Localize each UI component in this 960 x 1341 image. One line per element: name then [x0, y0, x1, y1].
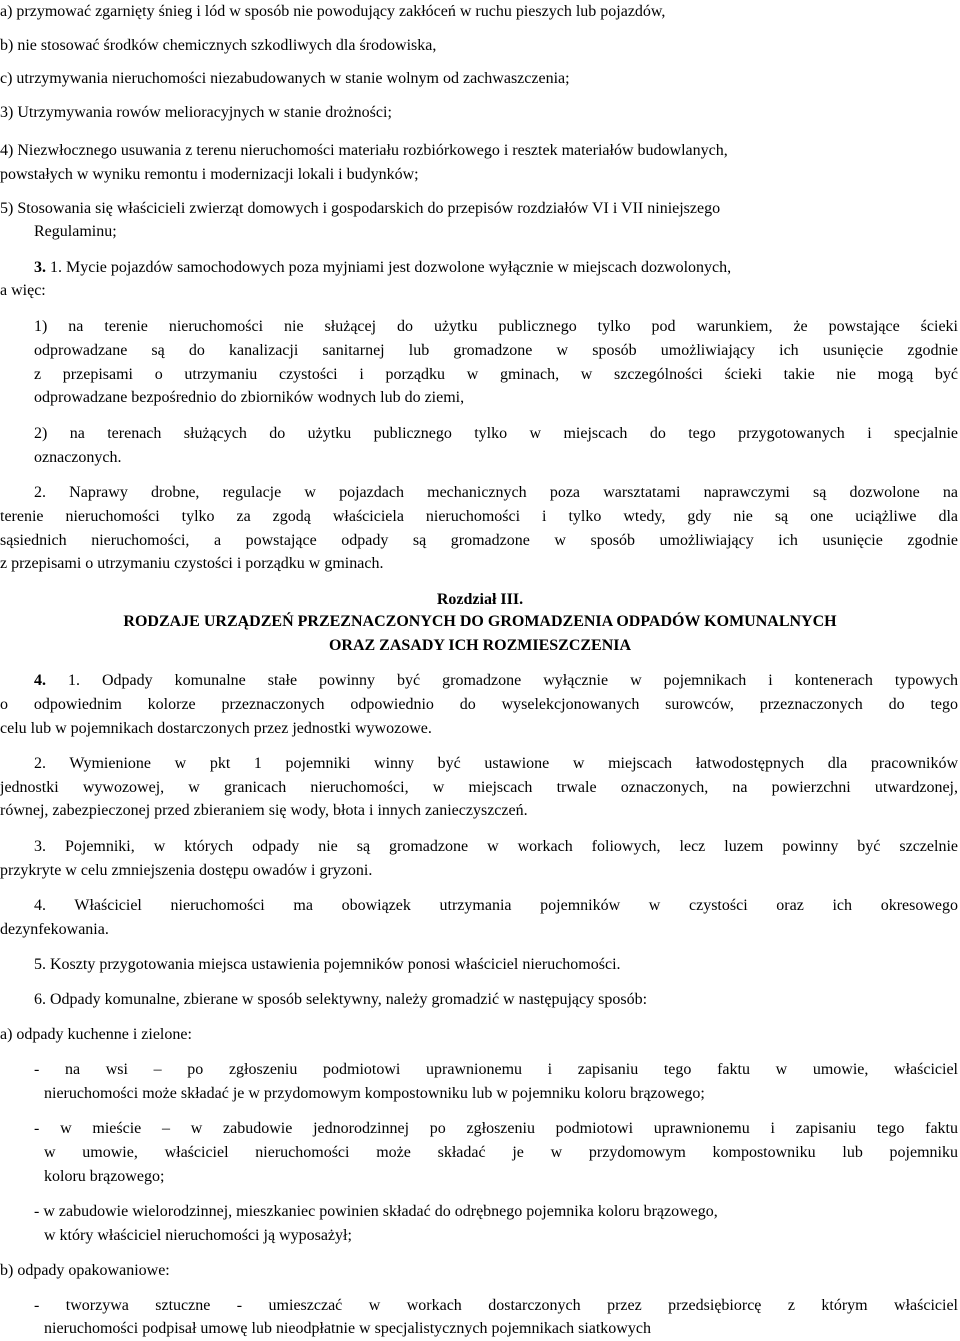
text-line: z przepisami o utrzymaniu czystości i porządku w gminach, w szczególności ścieki takie nie mogą być: [34, 366, 958, 383]
text-line: odprowadzane są do kanalizacji sanitarnej lub gromadzone w sposób umożliwiający ich usunięcie zgodnie: [34, 342, 958, 359]
text-line: 3. Pojemniki, w których odpady nie są gromadzone w workach foliowych, lecz luzem powinny być szczelnie: [34, 838, 958, 855]
text-line: 3) Utrzymywania rowów melioracyjnych w stanie drożności;: [0, 104, 392, 121]
text-line: dezynfekowania.: [0, 921, 109, 938]
text-line: nieruchomości może składać je w przydomowym kompostowniku lub w pojemniku koloru brązowego;: [44, 1085, 705, 1102]
text-line: b) nie stosować środków chemicznych szkodliwych dla środowiska,: [0, 37, 437, 54]
text-line: 4. Właściciel nieruchomości ma obowiązek utrzymania pojemników w czystości oraz ich okresowego: [34, 897, 958, 914]
text-line: 5. Koszty przygotowania miejsca ustawienia pojemników ponosi właściciel nieruchomości.: [34, 956, 621, 973]
text-line: 5) Stosowania się właścicieli zwierząt domowych i gospodarskich do przepisów rozdziałów VI i VII niniejszego: [0, 200, 721, 217]
text-line: przykryte w celu zmniejszenia dostępu owadów i gryzoni.: [0, 862, 373, 879]
text-line: terenie nieruchomości tylko za zgodą właściciela nieruchomości i tylko wtedy, gdy nie są one uciążliwe dla: [0, 508, 958, 525]
text-line: odprowadzane bezpośrednio do zbiorników wodnych lub do ziemi,: [34, 389, 465, 406]
chapter-title: Rozdział III.: [436, 591, 524, 608]
text-line: w który właściciel nieruchomości ją wyposażył;: [44, 1227, 352, 1244]
text-line: powstałych w wyniku remontu i modernizacji lokali i budynków;: [0, 166, 419, 183]
text-line: - tworzywa sztuczne - umieszczać w workach dostarczonych przez przedsiębiorcę z którym właściciel: [34, 1297, 958, 1314]
text-line: 2. Wymienione w pkt 1 pojemniki winny być ustawione w miejscach łatwodostępnych dla pracowników: [34, 755, 958, 772]
section-number: 4.: [34, 672, 68, 689]
text-line: Regulaminu;: [34, 223, 117, 240]
chapter-heading: ORAZ ZASADY ICH ROZMIESZCZENIA: [328, 637, 632, 654]
text-line: z przepisami o utrzymaniu czystości i porządku w gminach.: [0, 555, 384, 572]
paragraph-line: 4. 1. Odpady komunalne stałe powinny być gromadzone wyłącznie w pojemnikach i kontenerach typowych: [34, 672, 958, 689]
text-line: a) przymować zgarnięty śnieg i lód w sposób nie powodujący zakłóceń w ruchu pieszych lub pojazdów,: [0, 3, 666, 20]
text-line: a) odpady kuchenne i zielone:: [0, 1026, 192, 1043]
text-line: - w mieście – w zabudowie jednorodzinnej po zgłoszeniu podmiotowi uprawnionemu i zapisaniu tego faktu: [34, 1120, 958, 1137]
text-line: b) odpady opakowaniowe:: [0, 1262, 170, 1279]
text-line: 6. Odpady komunalne, zbierane w sposób selektywny, należy gromadzić w następujący sposób:: [34, 991, 648, 1008]
text-line: - na wsi – po zgłoszeniu podmiotowi uprawnionemu i zapisaniu tego faktu w umowie, właściciel: [34, 1061, 958, 1078]
text-line: jednostki wywozowej, w granicach nieruchomości, w miejscach trwale oznaczonych, na powierzchni utwardzonej,: [0, 779, 958, 796]
paragraph-line: 3. 1. Mycie pojazdów samochodowych poza myjniami jest dozwolone wyłącznie w miejscach dozwolonych,: [34, 259, 732, 276]
text-line: - w zabudowie wielorodzinnej, mieszkaniec powinien składać do odrębnego pojemnika koloru brązowego,: [34, 1203, 718, 1220]
text-line: 2) na terenach służących do użytku publicznego tylko w miejscach do tego przygotowanych i specjalnie: [34, 425, 958, 442]
text-line: oznaczonych.: [34, 449, 122, 466]
text-line: równej, zabezpieczonej przed zbieraniem się wody, błota i innych zanieczyszczeń.: [0, 802, 528, 819]
text-line: sąsiednich nieruchomości, a powstające odpady są gromadzone w sposób umożliwiający ich usunięcie zgodnie: [0, 532, 958, 549]
text-line: 2. Naprawy drobne, regulacje w pojazdach mechanicznych poza warsztatami naprawczymi są dozwolone na: [34, 484, 958, 501]
text-line: w umowie, właściciel nieruchomości może składać je w przydomowym kompostowniku lub pojemniku: [44, 1144, 958, 1161]
text-line: o odpowiednim kolorze przeznaczonych odpowiednio do wyselekcjonowanych surowców, przeznaczonych do tego: [0, 696, 958, 713]
chapter-heading: RODZAJE URZĄDZEŃ PRZEZNACZONYCH DO GROMADZENIA ODPADÓW KOMUNALNYCH: [123, 613, 837, 630]
text-line: nieruchomości podpisał umowę lub nieodpłatnie w specjalistycznych pojemnikach siatkowych: [44, 1320, 651, 1337]
text-line: koloru brązowego;: [44, 1168, 165, 1185]
section-number: 3.: [34, 259, 50, 276]
text-line: 1) na terenie nieruchomości nie służącej do użytku publicznego tylko pod warunkiem, że powstające ścieki: [34, 318, 958, 335]
text-line: c) utrzymywania nieruchomości niezabudowanych w stanie wolnym od zachwaszczenia;: [0, 70, 570, 87]
text-line: 4) Niezwłocznego usuwania z terenu nieruchomości materiału rozbiórkowego i resztek materiałów budowlanych,: [0, 142, 728, 159]
text-line: a więc:: [0, 282, 46, 299]
text-line: celu lub w pojemnikach dostarczonych przez jednostki wywozowe.: [0, 720, 432, 737]
